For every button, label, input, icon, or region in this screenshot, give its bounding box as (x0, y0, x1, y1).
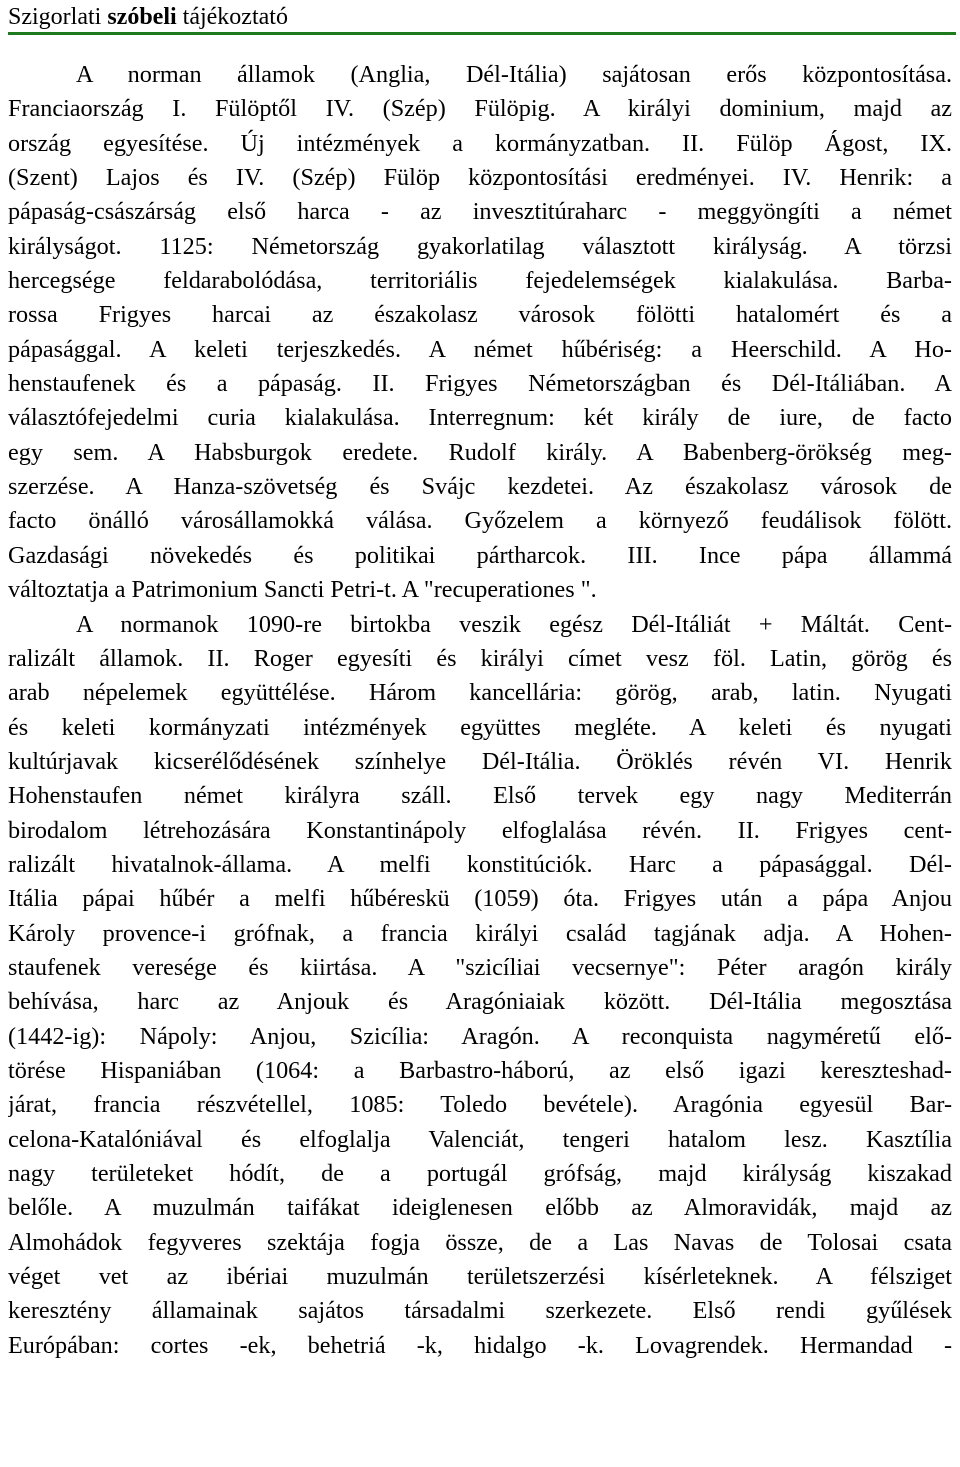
text-line: törése Hispaniában (1064: a Barbastro-háború, az első igazi kereszteshad- (8, 1056, 952, 1084)
text-line: facto önálló városállamokká válása. Győzelem a környező feudálisok fölött. (8, 507, 952, 535)
text-line: hercegsége feldarabolódása, territoriális fejedelemségek kialakulása. Barba- (8, 267, 952, 295)
text-line: arab népelemek együttélése. Három kancellária: görög, arab, latin. Nyugati (8, 679, 952, 707)
page-header (8, 2, 956, 35)
text-line: és keleti kormányzati intézmények együttes megléte. A keleti és nyugati (8, 713, 952, 741)
header-title (8, 4, 288, 30)
header-title-prefix: Szigorlati (8, 4, 102, 30)
text-line: Hohenstaufen német királyra száll. Első tervek egy nagy Mediterrán (8, 782, 952, 810)
text-line: véget vet az ibériai muzulmán területszerzési kísérleteknek. A félsziget (8, 1263, 952, 1291)
text-line: Almohádok fegyveres szektája fogja össze, de a Las Navas de Tolosai csata (8, 1228, 952, 1256)
text-line: henstaufenek és a pápaság. II. Frigyes Németországban és Dél-Itáliában. A (8, 370, 952, 398)
text-line: rossa Frigyes harcai az északolasz városok fölötti hatalomért és a (8, 301, 952, 329)
text-line: keresztény államainak sajátos társadalmi szerkezete. Első rendi gyűlések (8, 1297, 952, 1325)
text-line: egy sem. A Habsburgok eredete. Rudolf király. A Babenberg-örökség meg- (8, 438, 952, 466)
text-line: birodalom létrehozására Konstantinápoly elfoglalása révén. II. Frigyes cent- (8, 816, 952, 844)
text-line: ralizált államok. II. Roger egyesíti és királyi címet vesz föl. Latin, görög és (8, 644, 952, 672)
text-line: királyságot. 1125: Németország gyakorlatilag választott királyság. A törzsi (8, 232, 952, 260)
document-body (8, 58, 952, 1363)
paragraph (8, 608, 952, 1364)
text-line: A normanok 1090-re birtokba veszik egész Dél-Itáliát + Máltát. Cent- (76, 610, 952, 638)
text-line: Gazdasági növekedés és politikai pártharcok. III. Ince pápa állammá (8, 541, 952, 569)
text-line: Franciaország I. Fülöptől IV. (Szép) Fülöpig. A királyi dominium, majd az (8, 95, 952, 123)
text-line: Itália pápai hűbér a melfi hűbéreskü (1059) óta. Frigyes után a pápa Anjou (8, 885, 952, 913)
text-line: belőle. A muzulmán taifákat ideiglenesen előbb az Almoravidák, majd az (8, 1194, 952, 1222)
text-line: pápasággal. A keleti terjeszkedés. A német hűbériség: a Heerschild. A Ho- (8, 335, 952, 363)
text-line: választófejedelmi curia kialakulása. Interregnum: két király de iure, de facto (8, 404, 952, 432)
text-line: staufenek veresége és kiirtása. A "szicíliai vecsernye": Péter aragón király (8, 953, 952, 981)
text-line: kultúrjavak kicserélődésének színhelye Dél-Itália. Öröklés révén VI. Henrik (8, 747, 952, 775)
header-title-bold: szóbeli (107, 4, 177, 30)
text-line: pápaság-császárság első harca - az invesztitúraharc - meggyöngíti a német (8, 198, 952, 226)
text-line: szerzése. A Hanza-szövetség és Svájc kezdetei. Az északolasz városok de (8, 473, 952, 501)
text-line: járat, francia részvétellel, 1085: Toledo bevétele). Aragónia egyesül Bar- (8, 1091, 952, 1119)
text-line: celona-Katalóniával és elfoglalja Valenciát, tengeri hatalom lesz. Kasztília (8, 1125, 952, 1153)
text-line: ország egyesítése. Új intézmények a kormányzatban. II. Fülöp Ágost, IX. (8, 129, 952, 157)
text-line: (1442-ig): Nápoly: Anjou, Szicília: Aragón. A reconquista nagyméretű elő- (8, 1022, 952, 1050)
text-line: Európában: cortes -ek, behetriá -k, hidalgo -k. Lovagrendek. Hermandad - (8, 1331, 952, 1359)
text-line: behívása, harc az Anjouk és Aragóniaiak között. Dél-Itália megosztása (8, 988, 952, 1016)
text-line: A norman államok (Anglia, Dél-Itália) sajátosan erős központosítása. (76, 61, 952, 88)
text-line: ralizált hivatalnok-állama. A melfi konstitúciók. Harc a pápasággal. Dél- (8, 850, 952, 878)
paragraph (8, 58, 952, 608)
header-title-suffix: tájékoztató (182, 4, 288, 30)
text-line: (Szent) Lajos és IV. (Szép) Fülöp központosítási eredményei. IV. Henrik: a (8, 164, 952, 192)
text-line: változtatja a Patrimonium Sancti Petri-t. A "recuperationes ". (8, 576, 597, 604)
text-line: nagy területeket hódít, de a portugál grófság, majd királyság kiszakad (8, 1160, 952, 1187)
text-line: Károly provence-i grófnak, a francia királyi család tagjának adja. A Hohen- (8, 919, 952, 947)
